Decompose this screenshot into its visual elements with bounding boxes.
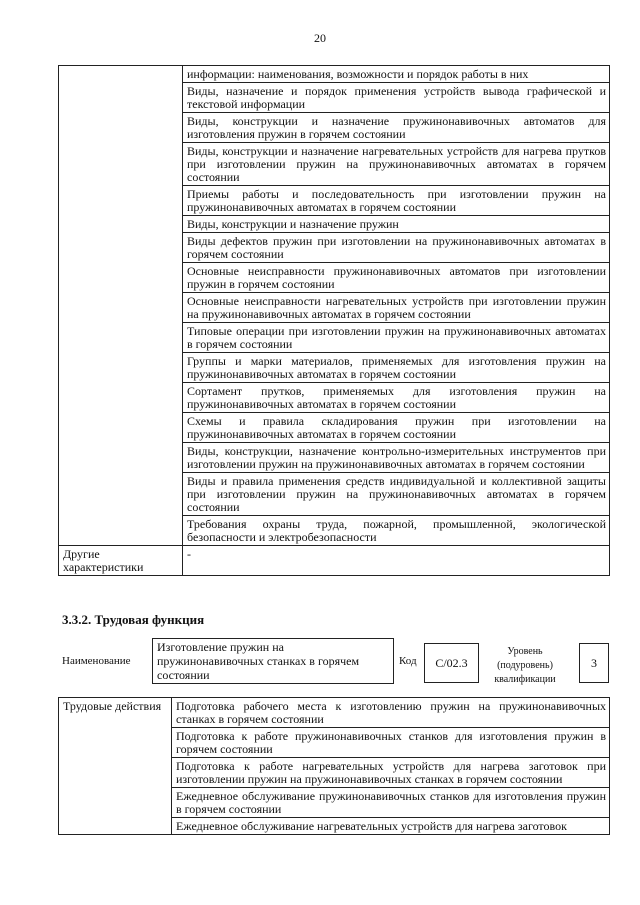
qualification-level-box: 3 — [579, 643, 609, 683]
qualification-level-label: Уровень (подуровень) квалификации — [494, 646, 556, 685]
other-characteristics-value: - — [183, 546, 610, 576]
function-name-label: Наименование — [62, 655, 131, 667]
labor-action-item: Подготовка к работе нагревательных устройств для нагрева заготовок при изготовлении пружин на пружинонавивочных станках в горячем состоянии — [172, 758, 610, 788]
knowledge-item: Требования охраны труда, пожарной, промышленной, экологической безопасности и электробезопасности — [183, 516, 610, 546]
labor-action-item: Ежедневное обслуживание пружинонавивочных станков для изготовления пружин в горячем состоянии — [172, 788, 610, 818]
table-row — [59, 698, 610, 728]
labor-actions-table — [58, 697, 610, 835]
knowledge-label-cell — [59, 66, 183, 546]
table-row — [59, 66, 610, 83]
labor-action-item: Подготовка рабочего места к изготовлению пружин на пружинонавивочных станках в горячем состоянии — [172, 698, 610, 728]
labor-action-item: Подготовка к работе пружинонавивочных станков для изготовления пружин в горячем состоянии — [172, 728, 610, 758]
section-title: 3.3.2. Трудовая функция — [62, 612, 205, 627]
knowledge-item: Типовые операции при изготовлении пружин на пружинонавивочных автоматах в горячем состоянии — [183, 323, 610, 353]
knowledge-table — [58, 65, 610, 576]
knowledge-item: Виды, конструкции и назначение пружин — [183, 216, 610, 233]
other-characteristics-label: Другие характеристики — [59, 546, 183, 576]
function-name-box: Изготовление пружин на пружинонавивочных станках в горячем состоянии — [152, 638, 394, 684]
knowledge-item: Сортамент прутков, применяемых для изготовления пружин на пружинонавивочных автоматах в горячем состоянии — [183, 383, 610, 413]
function-code-label: Код — [399, 655, 417, 667]
knowledge-item: Виды, конструкции и назначение пружинонавивочных автоматов для изготовления пружин в горячем состоянии — [183, 113, 610, 143]
knowledge-item: Основные неисправности нагревательных устройств при изготовлении пружин на пружинонавивочных автоматах в горячем состоянии — [183, 293, 610, 323]
knowledge-item: Основные неисправности пружинонавивочных автоматов при изготовлении пружин в горячем состоянии — [183, 263, 610, 293]
knowledge-item: Виды и правила применения средств индивидуальной и коллективной защиты при изготовлении пружин на пружинонавивочных автоматах в горячем состоянии — [183, 473, 610, 516]
knowledge-item: Приемы работы и последовательность при изготовлении пружин на пружинонавивочных автоматах в горячем состоянии — [183, 186, 610, 216]
page-number: 20 — [314, 31, 326, 45]
knowledge-item: Виды дефектов пружин при изготовлении на пружинонавивочных автоматах в горячем состоянии — [183, 233, 610, 263]
knowledge-item: Схемы и правила складирования пружин при изготовлении на пружинонавивочных автоматах в горячем состоянии — [183, 413, 610, 443]
table-row — [59, 546, 610, 576]
labor-actions-label: Трудовые действия — [59, 698, 172, 835]
function-code-box: С/02.3 — [424, 643, 479, 683]
knowledge-item: Виды, конструкции, назначение контрольно-измерительных инструментов при изготовлении пружин на пружинонавивочных автоматах в горячем состоянии — [183, 443, 610, 473]
knowledge-item: Виды, назначение и порядок применения устройств вывода графической и текстовой информации — [183, 83, 610, 113]
knowledge-item: Группы и марки материалов, применяемых для изготовления пружин на пружинонавивочных автоматах в горячем состоянии — [183, 353, 610, 383]
knowledge-item: информации: наименования, возможности и порядок работы в них — [183, 66, 610, 83]
knowledge-item: Виды, конструкции и назначение нагревательных устройств для нагрева прутков при изготовлении пружин на пружинонавивочных автоматах в горячем состоянии — [183, 143, 610, 186]
labor-action-item: Ежедневное обслуживание нагревательных устройств для нагрева заготовок — [172, 818, 610, 835]
